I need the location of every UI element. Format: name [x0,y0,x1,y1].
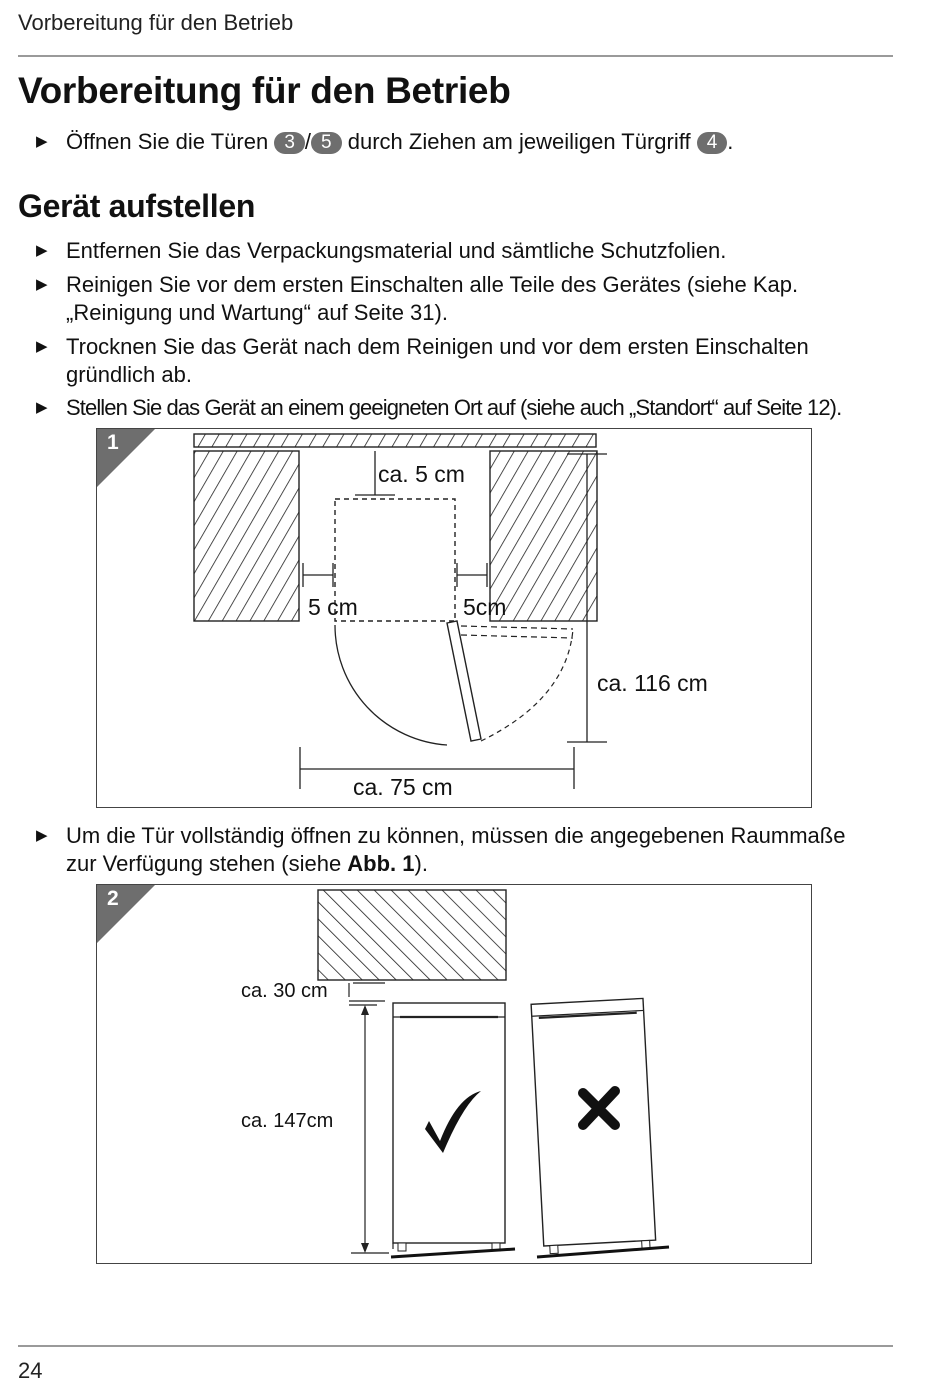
bullet-dry-device [36,333,876,389]
bullet-remove-packaging [36,237,876,265]
bullet-marker-icon: ▶ [36,399,47,416]
floor-plan-drawing [97,429,813,809]
bullet-text: Öffnen Sie die Türen 3 / 5 durch Ziehen am jeweiligen Türgriff 4 . [66,129,734,154]
label-height: ca. 147cm [241,1110,334,1132]
ref-badge: 5 [311,132,342,154]
figure-number-tag [97,429,155,487]
page-number: 24 [18,1358,43,1383]
figure-number: 2 [107,887,119,910]
section-heading: Gerät aufstellen [18,188,256,224]
figure-1-top-view [96,428,812,808]
footer-rule [18,1345,893,1347]
label-width: ca. 75 cm [353,774,453,800]
label-top-gap: ca. 30 cm [241,980,328,1002]
header-rule [18,55,893,57]
figure-number-tag [97,885,155,943]
bullet-marker-icon: ▶ [36,338,48,355]
overhead-cabinet [318,890,506,980]
label-depth: ca. 116 cm [597,670,708,696]
ref-badge: 4 [697,132,728,154]
fridge-tilted [531,998,656,1254]
bullet-text: Trocknen Sie das Gerät nach dem Reinigen und vor dem ersten Einschalten gründlich ab. [66,334,809,387]
bullet-text: Stellen Sie das Gerät an einem geeigneten Ort auf (siehe auch „Standort“ auf Seite 12). [66,395,842,420]
label-top-clearance: ca. 5 cm [378,461,465,487]
bullet-marker-icon: ▶ [36,827,48,844]
left-cabinet [194,451,299,621]
label-right-clearance: 5cm [463,594,507,620]
page-title: Vorbereitung für den Betrieb [18,70,511,111]
bullet-room-dimensions [36,822,876,878]
bullet-marker-icon: ▶ [36,276,48,293]
bullet-open-doors [36,128,876,156]
bullet-text: Reinigen Sie vor dem ersten Einschalten alle Teile des Gerätes (siehe Kap. „Reinigung und Wartung“ auf Seite 31). [66,272,799,325]
bullet-marker-icon: ▶ [36,242,48,259]
rear-wall [194,434,596,447]
door-swing-arc [335,625,447,745]
label-left-clearance: 5 cm [308,594,358,620]
figure-number: 1 [107,431,119,454]
bullet-clean-parts [36,271,876,327]
bullet-place-device [36,394,876,422]
bullet-text: Entfernen Sie das Verpackungsmaterial und sämtliche Schutzfolien. [66,238,727,263]
height-drawing [97,885,813,1265]
open-door [447,621,481,741]
running-header: Vorbereitung für den Betrieb [18,10,294,35]
bullet-marker-icon: ▶ [36,133,48,150]
ref-badge: 3 [274,132,305,154]
figure-2-side-view [96,884,812,1264]
figure-reference: Abb. 1 [347,851,415,876]
bullet-text: Um die Tür vollständig öffnen zu können, müssen die angegebenen Raummaße zur Verfügung stehen (siehe Abb. 1). [66,823,846,876]
